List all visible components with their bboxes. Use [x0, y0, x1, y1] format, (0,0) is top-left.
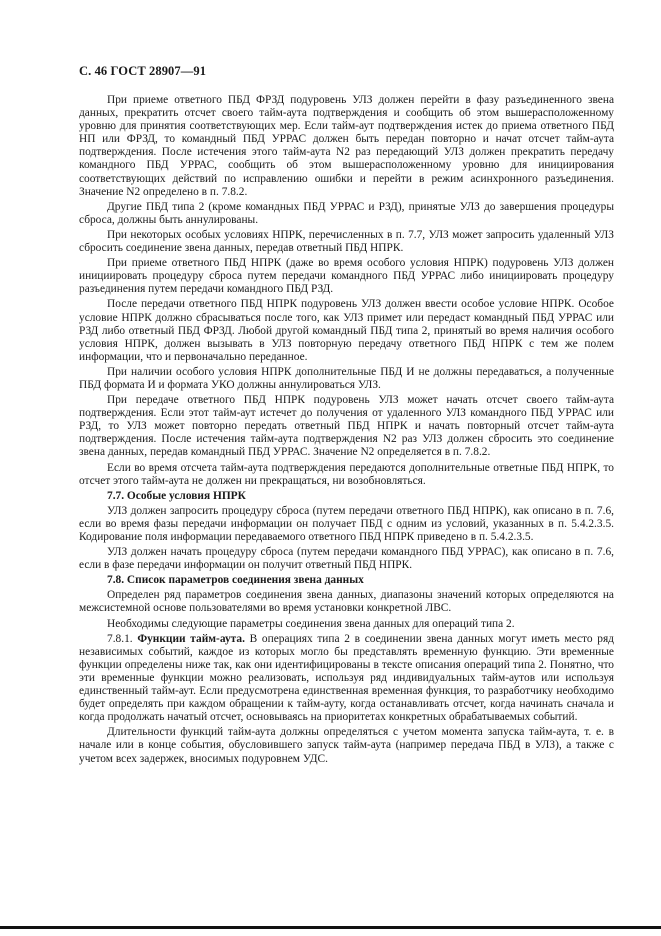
paragraph: После передачи ответного ПБД НПРК подуровень УЛЗ должен ввести особое условие НПРК. Особое условие НПРК должно сбрасываться после того, как УЛЗ примет или передаст командный ПБД УРРАС или РЗД либо ответный ПБД ФРЗД. Любой другой командный ПБД типа 2, принятый во время наличия особого условия НПРК, должен вызывать в УЛЗ повторную передачу ответного ПБД НПРК с тем же полем информации, что и первоначально переданное.: [79, 298, 614, 363]
paragraph: При передаче ответного ПБД НПРК подуровень УЛЗ может начать отсчет своего тайм-аута подтверждения. Если этот тайм-аут истечет до получения от удаленного УЛЗ командного ПБД УРРАС или РЗД, то УЛЗ может повторно передать ответный ПБД НПРК и начать повторный отсчет тайм-аута подтверждения. После истечения тайм-аута подтверждения N2 раз УЛЗ должен сбросить это соединение звена данных, передав командный ПБД УРРАС. Значение N2 определяется в п. 7.8.2.: [79, 394, 614, 459]
subsection-title: Функции тайм-аута.: [137, 632, 245, 645]
section-heading-7-8: 7.8. Список параметров соединения звена данных: [107, 574, 364, 587]
paragraph: Определен ряд параметров соединения звена данных, диапазоны значений которых определяются на межсистемной основе пользователями во время установки конкретной ЛВС.: [79, 589, 614, 615]
paragraph: УЛЗ должен начать процедуру сброса (путем передачи командного ПБД УРРАС), как описано в п. 7.6, если в фазе передачи информации он получит ответный ПБД НПРК.: [79, 546, 614, 572]
paragraph: Длительности функций тайм-аута должны определяться с учетом момента запуска тайм-аута, т. е. в начале или в конце события, обусловившего запуск тайм-аута (например передача ПБД в УЛЗ), а также с учетом всех задержек, вносимых подуровнем УДС.: [79, 726, 614, 765]
paragraph: Необходимы следующие параметры соединения звена данных для операций типа 2.: [107, 617, 515, 630]
subsection-7-8-1: [79, 633, 614, 725]
paragraph: УЛЗ должен запросить процедуру сброса (путем передачи ответного ПБД НПРК), как описано в п. 7.6, если во время фазы передачи информации он получает ПБД с одним из условий, указанных в п. 5.4.2.3.5. Кодирование поля информации передаваемого ответного ПБД НПРК приведено в п. 5.4.2.3.5.: [79, 504, 614, 543]
document-body: [79, 94, 614, 768]
paragraph: При наличии особого условия НПРК дополнительные ПБД И не должны передаваться, а полученные ПБД формата И и формата УКО должны аннулироваться УЛЗ.: [79, 365, 614, 391]
subsection-text: В операциях типа 2 в соединении звена данных могут иметь место ряд независимых событий, каждое из которых могло бы представлять временную функцию. Эти временные функции определены ниже так, как они идентифицированы в тексте описания операций типа 2. Понятно, что эти временные функции можно реализовать, используя ряд индивидуальных тайм-аутов или используя единственный тайм-аут. Если предусмотрена единственная временная функция, то разработчику необходимо будет определять при каждом обращении к тайм-ауту, когда останавливать отсчет, когда начинать сначала и когда продолжать начатый отсчет, основываясь на приоритетах конкретных обрабатываемых событий.: [79, 632, 614, 724]
paragraph: При некоторых особых условиях НПРК, перечисленных в п. 7.7, УЛЗ может запросить удаленный УЛЗ сбросить соединение звена данных, передав ответный ПБД НПРК.: [79, 228, 614, 255]
paragraph: Если во время отсчета тайм-аута подтверждения передаются дополнительные ответные ПБД НПРК, то отсчет этого тайм-аута не должен ни прекращаться, ни возобновляться.: [79, 461, 614, 487]
section-heading-7-7: 7.7. Особые условия НПРК: [107, 489, 246, 502]
paragraph: При приеме ответного ПБД ФРЗД подуровень УЛЗ должен перейти в фазу разъединенного звена данных, прекратить отсчет своего тайм-аута подтверждения и сообщить об этом вышерасположенному уровню для принятия соответствующих мер. Если тайм-аут подтверждения истек до приема ответного ПБД НП или ФРЗД, то командный ПБД УРРАС должен быть передан повторно и начат отсчет тайм-аута подтверждения. После истечения этого тайм-аута N2 раз передающий УЛЗ должен прекратить передачу командного ПБД УРРАС, сообщить об этом вышерасположенному уровню для инициирования соответствующих действий по исправлению ошибки и перейти в режим асинхронного разъединения. Значение N2 определено в п. 7.8.2.: [79, 94, 614, 198]
subsection-number: 7.8.1.: [107, 632, 133, 645]
page-header: С. 46 ГОСТ 28907—91: [79, 64, 207, 78]
paragraph: При приеме ответного ПБД НПРК (даже во время особого условия НПРК) подуровень УЛЗ должен инициировать процедуру сброса путем передачи командного ПБД УРРАС либо инициировать процедуру разъединения путем передачи командного ПБД РЗД.: [79, 257, 614, 296]
page-bottom-rule: [0, 926, 661, 929]
paragraph: Другие ПБД типа 2 (кроме командных ПБД УРРАС и РЗД), принятые УЛЗ до завершения процедуры сброса, должны быть аннулированы.: [79, 200, 614, 226]
